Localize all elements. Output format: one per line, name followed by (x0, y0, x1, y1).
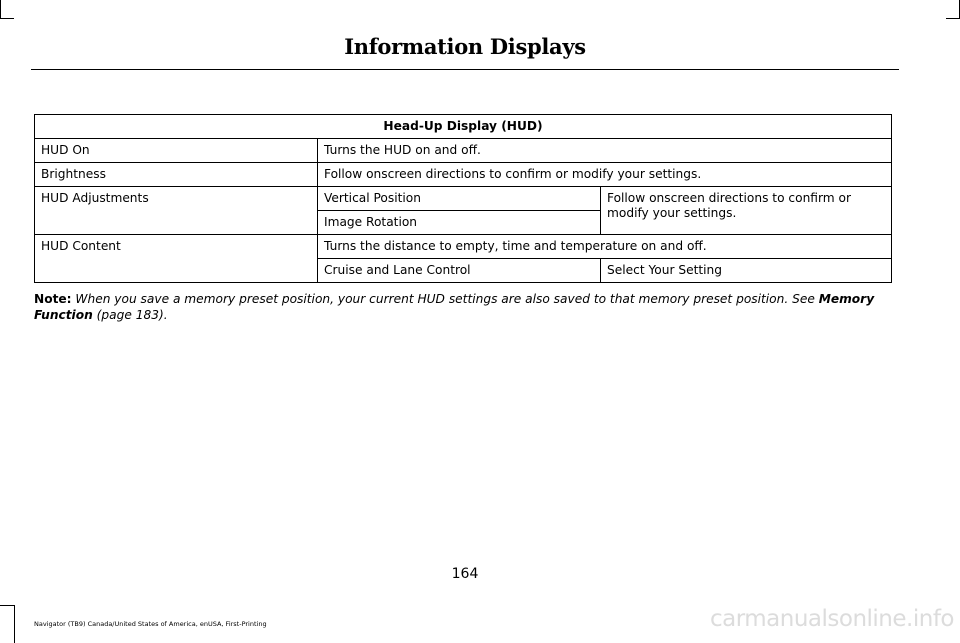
page-number: 164 (451, 566, 479, 582)
hud-table (34, 114, 892, 283)
footer-text: Navigator (TB9) Canada/United States of America, enUSA, First-Printing (34, 620, 267, 628)
note-label: Note: (34, 292, 72, 306)
row-value: Turns the HUD on and off. (318, 139, 892, 163)
memory-function-link[interactable]: Memory Function (34, 292, 875, 322)
table-title: Head-Up Display (HUD) (35, 115, 892, 139)
row-label: Brightness (35, 163, 318, 187)
table-row (35, 139, 892, 163)
row-sub-label: Image Rotation (318, 211, 601, 235)
watermark: carmanualsonline.info (709, 606, 954, 632)
crop-mark (14, 605, 15, 643)
row-value: Turns the distance to empty, time and temperature on and off. (318, 235, 892, 259)
row-label: HUD On (35, 139, 318, 163)
row-value: Follow onscreen directions to confirm or modify your settings. (601, 187, 892, 235)
row-label: HUD Adjustments (35, 187, 318, 235)
row-sub-label: Vertical Position (318, 187, 601, 211)
table-row (35, 187, 892, 211)
crop-mark (0, 605, 14, 606)
table-row (35, 235, 892, 259)
note-paragraph (34, 291, 894, 323)
crop-mark (0, 18, 14, 19)
row-sub-label: Cruise and Lane Control (318, 259, 601, 283)
row-label: HUD Content (35, 235, 318, 283)
row-value: Follow onscreen directions to confirm or modify your settings. (318, 163, 892, 187)
table-row (35, 163, 892, 187)
header-rule (31, 69, 899, 70)
note-page-ref: (page 183). (96, 308, 168, 322)
page-title: Information Displays (344, 34, 586, 59)
crop-mark (0, 0, 1, 18)
crop-mark (946, 18, 960, 19)
note-text: When you save a memory preset position, your current HUD settings are also saved to that memory preset position. See (75, 292, 815, 306)
row-sub-value: Select Your Setting (601, 259, 892, 283)
table-header-row (35, 115, 892, 139)
